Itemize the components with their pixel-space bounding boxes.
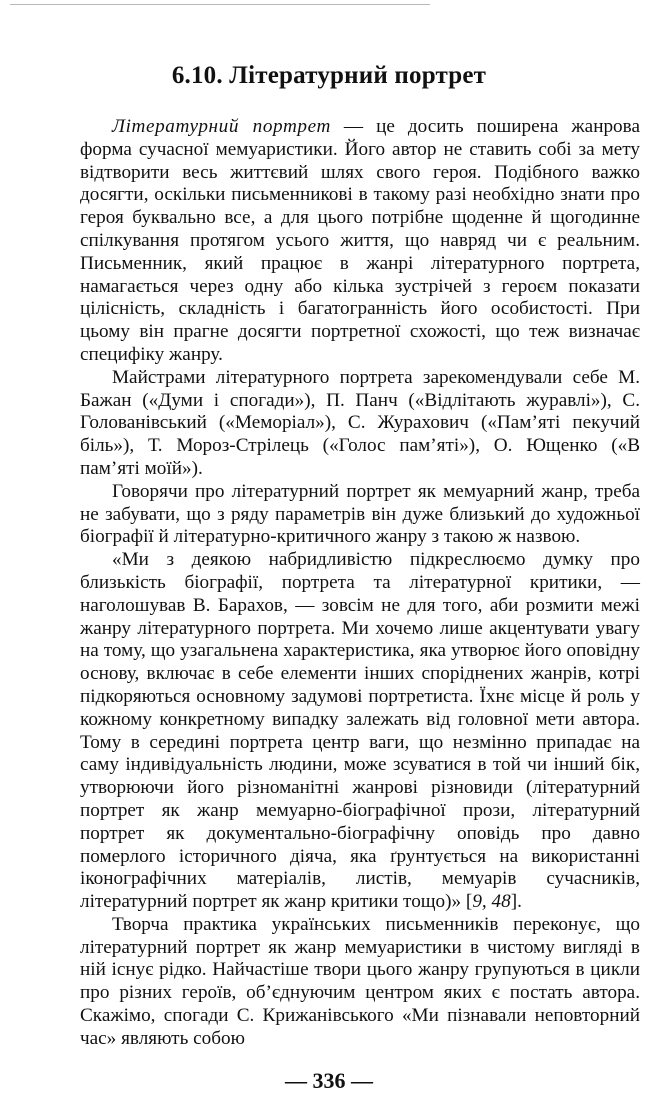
citation-reference: 9, 48	[472, 891, 511, 913]
paragraph-5: Творча практика українських письменників переконує, що літературний портрет як жанр мемуаристики в чистому вигляді в ній існує рідко. Найчастіше твори цього жанру групуються в цикли про різних героїв, об’єднуючим центром яких є постать автора. Скажімо, спогади С. Крижанівського «Ми пізнавали неповторний час» являють собою	[80, 913, 640, 1049]
paragraph-4-text: «Ми з деякою набридливістю підкреслюємо думку про близькість біографії, портрета та літературної критики, — наголошував В. Барахов, — зовсім не для того, аби розмити межі жанру літературного портрета. Ми хочемо лише акцентувати увагу на тому, що узагальнена характеристика, яка утворює його оповідну основу, включає в себе елементи інших споріднених жанрів, котрі підкоряються основному задумові портретиста. Їхнє місце й роль у кожному конкретному випадку залежать від головної мети автора. Тому в середині портрета центр ваги, що незмінно припадає на саму індивідуальність людини, може зсуватися в той чи інший бік, утворюючи його різноманітні жанрові різновиди (літературний портрет як жанр мемуарно-біографічної прози, літературний портрет як документально-біографічну оповідь про давно померлого історичного діяча, яка ґрунтується на використанні іконографічних матеріалів, листів, мемуарів сучасників, літературний портрет як жанр критики тощо)» [	[80, 549, 640, 913]
body-text	[80, 116, 640, 1051]
paragraph-4	[80, 549, 640, 914]
section-title: 6.10. Літературний портрет	[171, 62, 487, 89]
paragraph-1	[80, 116, 640, 367]
term-lead: Літературний портрет	[112, 116, 331, 137]
paragraph-1-text: — це досить поширена жанрова форма сучасної мемуаристики. Його автор не ставить собі за мету відтворити весь життєвий шлях свого героя. Подібного важко досягти, оскільки письменникові в такому разі необхідно знати про героя буквально все, а для цього потрібне щоденне й щогодинне спілкування протягом усього життя, що навряд чи є реальним. Письменник, який працює в жанрі літературного портрета, намагається через одну або кілька зустрічей з героєм показати цілісність, складність і багатогранність його особистості. При цьому він прагне досягти портретної схожості, що теж визначає специфіку жанру.	[80, 116, 640, 365]
page-number: — 336 —	[285, 1068, 373, 1093]
paragraph-3: Говорячи про літературний портрет як мемуарний жанр, треба не забувати, що з ряду параметрів він дуже близький до художньої біографії й літературно-критичного жанру з такою ж назвою.	[80, 480, 640, 548]
citation-close: ].	[510, 891, 522, 913]
top-rule	[10, 4, 430, 5]
paragraph-2: Майстрами літературного портрета зарекомендували себе М. Бажан («Думи і спогади»), П. Панч («Відлітають журавлі»), С. Голованівський («Меморіал»), С. Журахович («Пам’яті пекучий біль»), Т. Мороз-Стрілець («Голос пам’яті»), О. Ющенко («В пам’яті моїй»).	[80, 366, 640, 479]
